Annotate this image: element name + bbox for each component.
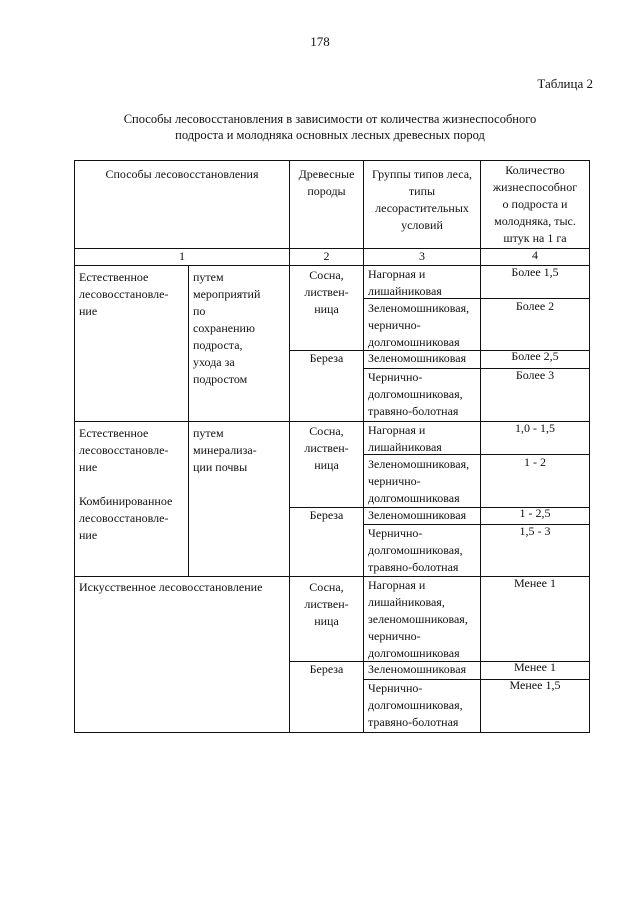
- section1-group: Чернично- долгомошниковая, травяно-болотная: [368, 370, 463, 418]
- section2-group: Нагорная и лишайниковая: [368, 423, 442, 454]
- header-quantity: Количество жизнеспособног о подроста и молодняка, тыс. штук на 1 га: [492, 163, 578, 245]
- table-caption: [80, 111, 580, 143]
- header-forest-groups: Группы типов леса, типы лесорастительных условий: [371, 167, 473, 232]
- column-number: 2: [323, 249, 330, 263]
- section3-species-birch: Береза: [309, 662, 344, 676]
- section1-group: Зеленомошниковая: [368, 351, 467, 365]
- section2-quantity: 1,0 - 1,5: [515, 421, 555, 435]
- section1-group: Нагорная и лишайниковая: [368, 267, 442, 298]
- section2-quantity: 1,5 - 3: [519, 524, 551, 538]
- header-species: Древесные породы: [298, 167, 355, 198]
- section2-group: Зеленомошниковая: [368, 508, 467, 522]
- column-number: 1: [179, 249, 185, 263]
- section1-quantity: Более 1,5: [511, 265, 559, 279]
- page-number: 178: [310, 34, 330, 49]
- section1-method: Естественное лесовосстановле- ние: [79, 270, 169, 318]
- column-number: 3: [419, 249, 425, 263]
- column-number: 4: [532, 248, 538, 262]
- section1-quantity: Более 2: [515, 299, 555, 313]
- section3-group: Зеленомошниковая: [368, 662, 467, 676]
- section2-quantity: 1 - 2,5: [519, 506, 551, 520]
- section2-group: Чернично- долгомошниковая, травяно-болотная: [368, 526, 463, 574]
- section3-quantity: Менее 1: [514, 660, 556, 674]
- section2-species-birch: Береза: [309, 508, 344, 522]
- reforestation-table: [74, 160, 590, 733]
- section1-group: Зеленомошниковая, чернично- долгомошниковая: [368, 301, 470, 349]
- section2-method: Естественное лесовосстановле- ние Комбинированное лесовосстановле- ние: [79, 426, 173, 542]
- caption-line-2: подроста и молодняка основных лесных древесных пород: [175, 128, 485, 142]
- section1-quantity: Более 2,5: [511, 349, 559, 363]
- section1-species-birch: Береза: [309, 351, 344, 365]
- section3-species-pine-larch: Сосна, листвен- ница: [304, 580, 349, 628]
- column-divider: [363, 161, 364, 732]
- section3-group: Чернично- долгомошниковая, травяно-болотная: [368, 681, 463, 729]
- section3-method: Искусственное лесовосстановление: [79, 580, 263, 594]
- section1-species-pine-larch: Сосна, листвен- ница: [304, 268, 349, 316]
- section1-quantity: Более 3: [515, 368, 555, 382]
- section3-quantity: Менее 1: [514, 576, 556, 590]
- table-label: Таблица 2: [537, 76, 593, 91]
- section3-quantity: Менее 1,5: [509, 678, 561, 692]
- section2-species-pine-larch: Сосна, листвен- ница: [304, 424, 349, 472]
- section2-group: Зеленомошниковая, чернично- долгомошниковая: [368, 457, 470, 505]
- section3-group: Нагорная и лишайниковая, зеленомошниковая, чернично- долгомошниковая: [368, 578, 468, 660]
- section2-measure: путем минерализа- ции почвы: [193, 426, 257, 474]
- header-methods: Способы лесовосстановления: [105, 167, 259, 181]
- section1-measure: путем мероприятий по сохранению подроста, ухода за подростом: [193, 270, 261, 386]
- caption-line-1: Способы лесовосстановления в зависимости от количества жизнеспособного: [123, 112, 537, 126]
- section2-quantity: 1 - 2: [524, 455, 546, 469]
- column-divider: [188, 265, 189, 576]
